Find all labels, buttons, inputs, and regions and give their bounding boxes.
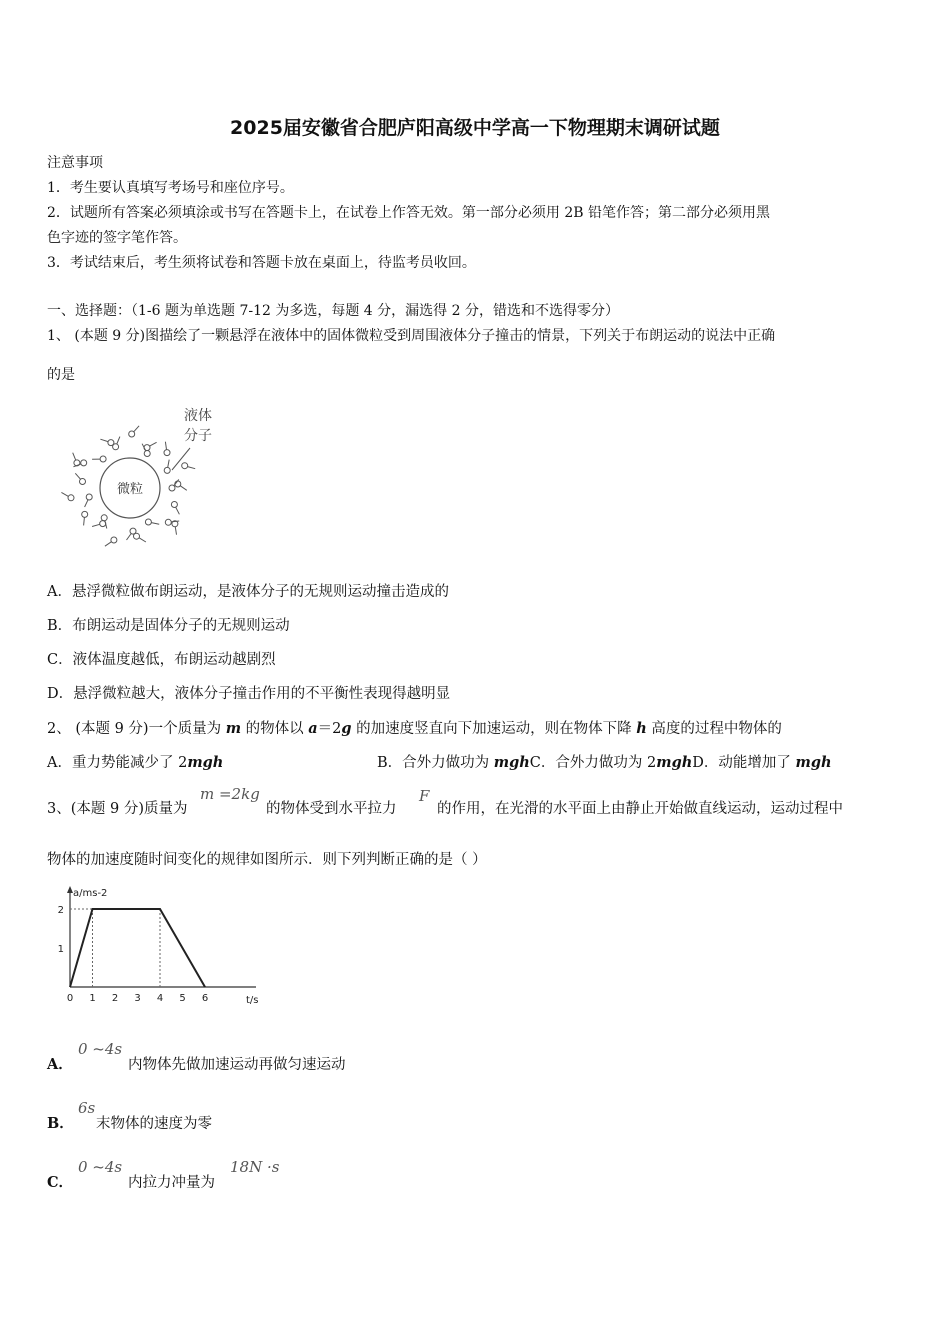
q3-mass: m =2kg bbox=[200, 785, 260, 803]
q2-optC-val: mgh bbox=[656, 754, 693, 771]
acceleration-series-line bbox=[70, 909, 205, 987]
q2-h: h bbox=[636, 720, 647, 737]
q2-optA-pre: A．重力势能减少了 2 bbox=[47, 755, 188, 771]
molecule-dot bbox=[134, 533, 140, 539]
q1-option-b: B．布朗运动是固体分子的无规则运动 bbox=[47, 618, 290, 634]
q3-option-c-math2: 18N ·s bbox=[230, 1158, 280, 1176]
q3-option-b-text: 末物体的速度为零 bbox=[96, 1116, 212, 1132]
molecule-dot bbox=[111, 537, 117, 543]
molecule-velocity bbox=[75, 473, 80, 479]
q1-stem-cont: 的是 bbox=[47, 367, 75, 383]
notice-item-2: 2．试题所有答案必须填涂或书写在答题卡上，在试卷上作答无效。第一部分必须用 2B 铅笔作答；第二部分必须用黑 bbox=[47, 205, 770, 221]
q3-option-c-text: 内拉力冲量为 bbox=[128, 1175, 215, 1191]
notice-heading: 注意事项 bbox=[47, 155, 103, 171]
molecule-velocity bbox=[188, 467, 196, 469]
molecule-velocity bbox=[127, 534, 132, 541]
x-tick-label: 1 bbox=[89, 993, 96, 1004]
molecule-dot bbox=[164, 450, 170, 456]
q2-optC-pre: C．合外力做功为 2 bbox=[529, 755, 657, 771]
q2-s5: 高度的过程中物体的 bbox=[646, 721, 782, 737]
q2-option-bcd bbox=[377, 751, 832, 772]
particle-label: 微粒 bbox=[116, 482, 144, 497]
molecule-dot bbox=[145, 519, 151, 525]
y-tick-label: 2 bbox=[57, 905, 64, 916]
molecule-dot bbox=[108, 440, 114, 446]
q2-s4: 的加速度竖直向下加速运动，则在物体下降 bbox=[351, 721, 637, 737]
q2-s1: 2、 (本题 9 分)一个质量为 bbox=[47, 721, 226, 737]
molecule-dot bbox=[144, 451, 150, 457]
notice-item-1: 1．考生要认真填写考场号和座位序号。 bbox=[47, 180, 294, 196]
q1-option-c: C．液体温度越低，布朗运动越剧烈 bbox=[47, 652, 276, 668]
q2-m: m bbox=[225, 720, 242, 737]
notice-item-3: 3．考试结束后，考生须将试卷和答题卡放在桌面上，待监考员收回。 bbox=[47, 255, 476, 271]
section-heading: 一、选择题：（1-6 题为单选题 7-12 为多选，每题 4 分，漏选得 2 分，错选和不选得零分） bbox=[47, 303, 619, 319]
q3-stem-b: 的物体受到水平拉力 bbox=[266, 801, 397, 817]
q2-option-a bbox=[47, 751, 223, 772]
q2-optD-val: mgh bbox=[795, 754, 832, 771]
x-tick-label: 5 bbox=[179, 993, 186, 1004]
molecule-dot bbox=[81, 460, 87, 466]
molecule-velocity bbox=[100, 439, 108, 441]
q1-stem: 1、 (本题 9 分)图描绘了一颗悬浮在液体中的固体微粒受到周围液体分子撞击的情景，下列关于布朗运动的说法中正确 bbox=[47, 328, 776, 344]
q3-option-c-math: 0 ~4s bbox=[78, 1158, 123, 1176]
q2-a: a bbox=[308, 720, 318, 737]
q3-option-a-text: 内物体先做加速运动再做匀速运动 bbox=[128, 1057, 346, 1073]
q3-stem-cont: 物体的加速度随时间变化的规律如图所示．则下列判断正确的是（ ） bbox=[47, 852, 487, 868]
y-tick-label: 1 bbox=[57, 944, 64, 955]
molecule-dot bbox=[68, 495, 74, 501]
q3-option-b-label: B． bbox=[47, 1115, 74, 1132]
q2-s3: ＝2 bbox=[317, 721, 342, 737]
q3-option-b-math: 6s bbox=[78, 1099, 96, 1117]
y-axis-label: a/ms-2 bbox=[73, 888, 108, 899]
molecule-dot bbox=[86, 494, 92, 500]
molecule-velocity bbox=[168, 460, 170, 468]
molecule-velocity bbox=[165, 442, 166, 450]
molecule-velocity bbox=[73, 453, 76, 460]
molecule-dot bbox=[171, 502, 177, 508]
x-tick-label: 3 bbox=[134, 993, 141, 1004]
q2-optD-pre: D．动能增加了 bbox=[692, 755, 796, 771]
q1-option-a: A．悬浮微粒做布朗运动，是液体分子的无规则运动撞击造成的 bbox=[47, 584, 449, 600]
q3-stem-a: 3、(本题 9 分)质量为 bbox=[47, 801, 188, 817]
molecule-dot bbox=[164, 467, 170, 473]
molecule-dot bbox=[129, 431, 135, 437]
acceleration-time-chart bbox=[50, 882, 270, 1007]
q2-s2: 的物体以 bbox=[241, 721, 309, 737]
x-tick-label: 0 bbox=[66, 993, 74, 1004]
molecule-velocity bbox=[61, 492, 68, 496]
molecule-velocity bbox=[84, 517, 85, 525]
q3-stem-c: 的作用，在光滑的水平面上由静止开始做直线运动，运动过程中 bbox=[437, 801, 843, 817]
molecule-dot bbox=[182, 463, 188, 469]
molecule-label-1: 液体 bbox=[184, 408, 212, 424]
x-tick-label: 2 bbox=[111, 993, 119, 1004]
q3-option-c-label: C． bbox=[47, 1174, 74, 1191]
molecule-dot bbox=[100, 521, 106, 527]
molecule-velocity bbox=[176, 507, 180, 514]
molecule-velocity bbox=[85, 500, 88, 507]
molecule-velocity bbox=[180, 486, 187, 491]
molecule-label-2: 分子 bbox=[184, 428, 212, 444]
q3-option-a-math: 0 ~4s bbox=[78, 1040, 123, 1058]
q3-force: F bbox=[419, 787, 430, 805]
molecule-velocity bbox=[139, 538, 146, 542]
x-tick-label: 4 bbox=[156, 993, 164, 1004]
molecule-dot bbox=[82, 511, 88, 517]
x-axis-label: t/s bbox=[246, 995, 259, 1006]
molecule-dot bbox=[101, 515, 107, 521]
molecule-dot bbox=[165, 519, 171, 525]
q1-option-d: D．悬浮微粒越大，液体分子撞击作用的不平衡性表现得越明显 bbox=[47, 686, 451, 702]
q2-g: g bbox=[341, 720, 352, 737]
notice-item-2-cont: 色字迹的签字笔作答。 bbox=[47, 230, 187, 246]
molecule-dot bbox=[100, 456, 106, 462]
molecule-dot bbox=[169, 485, 175, 491]
molecule-velocity bbox=[134, 426, 139, 432]
molecule-velocity bbox=[117, 437, 120, 444]
molecule-velocity bbox=[150, 442, 157, 446]
molecule-dot bbox=[144, 445, 150, 451]
molecule-velocity bbox=[92, 524, 100, 526]
q2-optB-val: mgh bbox=[493, 754, 530, 771]
q2-optA-val: mgh bbox=[187, 754, 224, 771]
molecule-velocity bbox=[105, 542, 112, 547]
molecule-velocity bbox=[151, 523, 159, 525]
q2-stem bbox=[47, 717, 782, 738]
page-title: 2025届安徽省合肥庐阳高级中学高一下物理期末调研试题 bbox=[230, 117, 720, 139]
q2-optB-pre: B．合外力做功为 bbox=[377, 755, 494, 771]
q3-option-a-label: A． bbox=[47, 1056, 73, 1073]
x-tick-label: 6 bbox=[201, 993, 209, 1004]
molecule-velocity bbox=[175, 527, 176, 535]
brownian-figure bbox=[50, 400, 220, 550]
